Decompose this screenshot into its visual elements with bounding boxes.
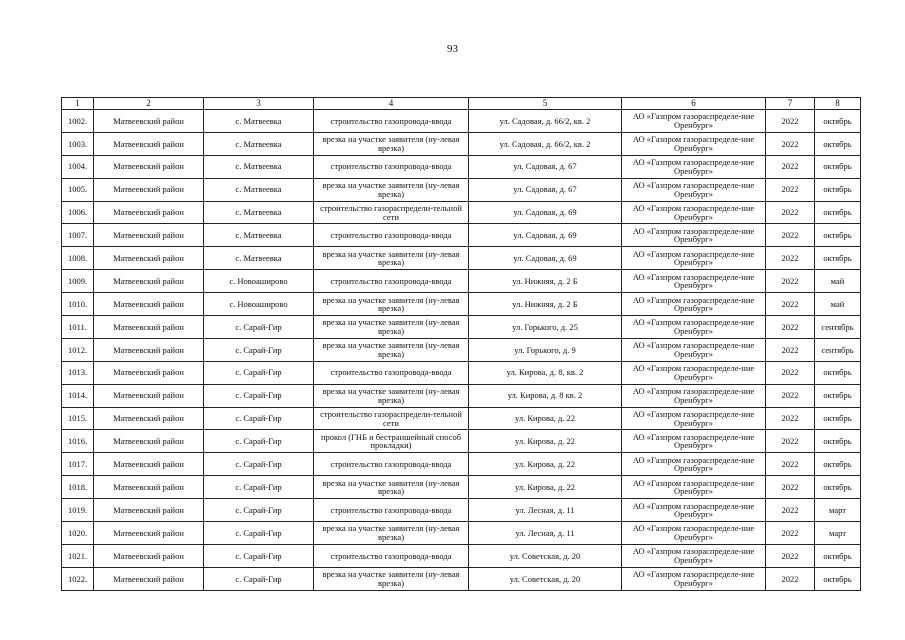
table-row	[62, 407, 861, 430]
district-cell: Матвеевский район	[94, 270, 204, 293]
settlement-cell: с. Сарай-Гир	[204, 476, 314, 499]
row-number-cell: 1019.	[62, 499, 94, 522]
table-row	[62, 293, 861, 316]
organization-cell: АО «Газпром газораспределе-ние Оренбург»	[622, 522, 766, 545]
row-number-cell: 1013.	[62, 361, 94, 384]
district-cell: Матвеевский район	[94, 316, 204, 339]
work-type-cell: строительство газопровода-ввода	[314, 110, 469, 133]
work-type-cell: прокол (ГНБ и бестраншейный способ прокладки)	[314, 430, 469, 453]
row-number-cell: 1016.	[62, 430, 94, 453]
address-cell: ул. Нижняя, д. 2 Б	[469, 270, 622, 293]
address-cell: ул. Лесная, д. 11	[469, 499, 622, 522]
work-type-cell: врезка на участке заявителя (ну-левая врезка)	[314, 338, 469, 361]
work-type-cell: строительство газораспредели-тельной сети	[314, 201, 469, 224]
organization-cell: АО «Газпром газораспределе-ние Оренбург»	[622, 132, 766, 155]
settlement-cell: с. Сарай-Гир	[204, 338, 314, 361]
month-cell: октябрь	[815, 132, 861, 155]
month-cell: октябрь	[815, 224, 861, 247]
work-type-cell: врезка на участке заявителя (ну-левая врезка)	[314, 178, 469, 201]
work-type-cell: врезка на участке заявителя (ну-левая врезка)	[314, 476, 469, 499]
work-type-cell: строительство газопровода-ввода	[314, 155, 469, 178]
settlement-cell: с. Сарай-Гир	[204, 361, 314, 384]
year-cell: 2022	[766, 499, 815, 522]
row-number-cell: 1005.	[62, 178, 94, 201]
row-number-cell: 1010.	[62, 293, 94, 316]
month-cell: март	[815, 499, 861, 522]
month-cell: октябрь	[815, 247, 861, 270]
work-type-cell: врезка на участке заявителя (ну-левая врезка)	[314, 293, 469, 316]
address-cell: ул. Кирова, д. 22	[469, 453, 622, 476]
month-cell: сентябрь	[815, 316, 861, 339]
address-cell: ул. Нижняя, д. 2 Б	[469, 293, 622, 316]
organization-cell: АО «Газпром газораспределе-ние Оренбург»	[622, 201, 766, 224]
district-cell: Матвеевский район	[94, 544, 204, 567]
month-cell: октябрь	[815, 567, 861, 590]
work-type-cell: врезка на участке заявителя (ну-левая врезка)	[314, 567, 469, 590]
district-cell: Матвеевский район	[94, 453, 204, 476]
month-cell: май	[815, 293, 861, 316]
month-cell: октябрь	[815, 453, 861, 476]
row-number-cell: 1012.	[62, 338, 94, 361]
row-number-cell: 1021.	[62, 544, 94, 567]
month-cell: октябрь	[815, 155, 861, 178]
settlement-cell: с. Сарай-Гир	[204, 384, 314, 407]
work-type-cell: врезка на участке заявителя (ну-левая врезка)	[314, 132, 469, 155]
district-cell: Матвеевский район	[94, 522, 204, 545]
row-number-cell: 1022.	[62, 567, 94, 590]
table-row	[62, 567, 861, 590]
address-cell: ул. Советская, д. 20	[469, 567, 622, 590]
row-number-cell: 1020.	[62, 522, 94, 545]
organization-cell: АО «Газпром газораспределе-ние Оренбург»	[622, 110, 766, 133]
address-cell: ул. Лесная, д. 11	[469, 522, 622, 545]
table-row	[62, 453, 861, 476]
work-type-cell: строительство газопровода-ввода	[314, 224, 469, 247]
district-cell: Матвеевский район	[94, 201, 204, 224]
work-type-cell: врезка на участке заявителя (ну-левая врезка)	[314, 522, 469, 545]
organization-cell: АО «Газпром газораспределе-ние Оренбург»	[622, 361, 766, 384]
table-row	[62, 338, 861, 361]
year-cell: 2022	[766, 155, 815, 178]
row-number-cell: 1008.	[62, 247, 94, 270]
district-cell: Матвеевский район	[94, 384, 204, 407]
table-row	[62, 384, 861, 407]
settlement-cell: с. Сарай-Гир	[204, 407, 314, 430]
district-cell: Матвеевский район	[94, 361, 204, 384]
work-type-cell: врезка на участке заявителя (ну-левая врезка)	[314, 247, 469, 270]
year-cell: 2022	[766, 407, 815, 430]
year-cell: 2022	[766, 316, 815, 339]
district-cell: Матвеевский район	[94, 338, 204, 361]
table-row	[62, 178, 861, 201]
organization-cell: АО «Газпром газораспределе-ние Оренбург»	[622, 178, 766, 201]
work-type-cell: врезка на участке заявителя (ну-левая врезка)	[314, 316, 469, 339]
organization-cell: АО «Газпром газораспределе-ние Оренбург»	[622, 224, 766, 247]
settlement-cell: с. Матвеевка	[204, 224, 314, 247]
year-cell: 2022	[766, 544, 815, 567]
month-cell: октябрь	[815, 201, 861, 224]
district-cell: Матвеевский район	[94, 293, 204, 316]
address-cell: ул. Кирова, д. 22	[469, 430, 622, 453]
district-cell: Матвеевский район	[94, 407, 204, 430]
organization-cell: АО «Газпром газораспределе-ние Оренбург»	[622, 270, 766, 293]
month-cell: октябрь	[815, 544, 861, 567]
district-cell: Матвеевский район	[94, 430, 204, 453]
year-cell: 2022	[766, 247, 815, 270]
settlement-cell: с. Матвеевка	[204, 247, 314, 270]
address-cell: ул. Советская, д. 20	[469, 544, 622, 567]
organization-cell: АО «Газпром газораспределе-ние Оренбург»	[622, 544, 766, 567]
row-number-cell: 1018.	[62, 476, 94, 499]
year-cell: 2022	[766, 430, 815, 453]
row-number-cell: 1004.	[62, 155, 94, 178]
table-row	[62, 110, 861, 133]
address-cell: ул. Горького, д. 25	[469, 316, 622, 339]
column-header: 8	[815, 98, 861, 110]
row-number-cell: 1006.	[62, 201, 94, 224]
month-cell: март	[815, 522, 861, 545]
table-row	[62, 224, 861, 247]
work-type-cell: строительство газопровода-ввода	[314, 453, 469, 476]
year-cell: 2022	[766, 110, 815, 133]
settlement-cell: с. Новоаширово	[204, 293, 314, 316]
address-cell: ул. Садовая, д. 66/2, кв. 2	[469, 132, 622, 155]
table-row	[62, 430, 861, 453]
district-cell: Матвеевский район	[94, 224, 204, 247]
row-number-cell: 1009.	[62, 270, 94, 293]
settlement-cell: с. Сарай-Гир	[204, 453, 314, 476]
district-cell: Матвеевский район	[94, 499, 204, 522]
organization-cell: АО «Газпром газораспределе-ние Оренбург»	[622, 155, 766, 178]
settlement-cell: с. Сарай-Гир	[204, 544, 314, 567]
row-number-cell: 1002.	[62, 110, 94, 133]
table-row	[62, 522, 861, 545]
column-header: 3	[204, 98, 314, 110]
address-cell: ул. Садовая, д. 69	[469, 247, 622, 270]
page-number: 93	[447, 43, 458, 55]
year-cell: 2022	[766, 293, 815, 316]
address-cell: ул. Садовая, д. 67	[469, 178, 622, 201]
work-type-cell: строительство газопровода-ввода	[314, 499, 469, 522]
year-cell: 2022	[766, 476, 815, 499]
table-body	[62, 110, 861, 591]
column-number-row	[62, 98, 861, 110]
settlement-cell: с. Сарай-Гир	[204, 316, 314, 339]
settlement-cell: с. Матвеевка	[204, 201, 314, 224]
organization-cell: АО «Газпром газораспределе-ние Оренбург»	[622, 338, 766, 361]
month-cell: октябрь	[815, 178, 861, 201]
organization-cell: АО «Газпром газораспределе-ние Оренбург»	[622, 316, 766, 339]
organization-cell: АО «Газпром газораспределе-ние Оренбург»	[622, 567, 766, 590]
table-row	[62, 132, 861, 155]
work-type-cell: строительство газопровода-ввода	[314, 544, 469, 567]
column-header: 7	[766, 98, 815, 110]
settlement-cell: с. Матвеевка	[204, 178, 314, 201]
district-cell: Матвеевский район	[94, 178, 204, 201]
month-cell: октябрь	[815, 384, 861, 407]
month-cell: сентябрь	[815, 338, 861, 361]
year-cell: 2022	[766, 132, 815, 155]
year-cell: 2022	[766, 567, 815, 590]
district-cell: Матвеевский район	[94, 132, 204, 155]
month-cell: октябрь	[815, 407, 861, 430]
row-number-cell: 1014.	[62, 384, 94, 407]
month-cell: май	[815, 270, 861, 293]
year-cell: 2022	[766, 453, 815, 476]
district-cell: Матвеевский район	[94, 476, 204, 499]
year-cell: 2022	[766, 224, 815, 247]
settlement-cell: с. Матвеевка	[204, 155, 314, 178]
row-number-cell: 1015.	[62, 407, 94, 430]
month-cell: октябрь	[815, 110, 861, 133]
year-cell: 2022	[766, 361, 815, 384]
organization-cell: АО «Газпром газораспределе-ние Оренбург»	[622, 499, 766, 522]
address-cell: ул. Кирова, д. 8, кв. 2	[469, 361, 622, 384]
district-cell: Матвеевский район	[94, 155, 204, 178]
address-cell: ул. Садовая, д. 69	[469, 224, 622, 247]
address-cell: ул. Кирова, д. 22	[469, 407, 622, 430]
table-row	[62, 544, 861, 567]
organization-cell: АО «Газпром газораспределе-ние Оренбург»	[622, 384, 766, 407]
table-row	[62, 201, 861, 224]
column-header: 4	[314, 98, 469, 110]
work-type-cell: строительство газопровода-ввода	[314, 361, 469, 384]
column-header: 2	[94, 98, 204, 110]
table-row	[62, 316, 861, 339]
column-header: 5	[469, 98, 622, 110]
year-cell: 2022	[766, 384, 815, 407]
work-type-cell: строительство газопровода-ввода	[314, 270, 469, 293]
address-cell: ул. Горького, д. 9	[469, 338, 622, 361]
month-cell: октябрь	[815, 361, 861, 384]
work-type-cell: строительство газораспредели-тельной сети	[314, 407, 469, 430]
year-cell: 2022	[766, 201, 815, 224]
month-cell: октябрь	[815, 476, 861, 499]
organization-cell: АО «Газпром газораспределе-ние Оренбург»	[622, 247, 766, 270]
address-cell: ул. Садовая, д. 66/2, кв. 2	[469, 110, 622, 133]
work-type-cell: врезка на участке заявителя (ну-левая врезка)	[314, 384, 469, 407]
row-number-cell: 1011.	[62, 316, 94, 339]
district-cell: Матвеевский район	[94, 567, 204, 590]
organization-cell: АО «Газпром газораспределе-ние Оренбург»	[622, 453, 766, 476]
organization-cell: АО «Газпром газораспределе-ние Оренбург»	[622, 476, 766, 499]
organization-cell: АО «Газпром газораспределе-ние Оренбург»	[622, 407, 766, 430]
settlement-cell: с. Матвеевка	[204, 132, 314, 155]
address-cell: ул. Кирова, д. 8 кв. 2	[469, 384, 622, 407]
address-cell: ул. Садовая, д. 69	[469, 201, 622, 224]
settlement-cell: с. Сарай-Гир	[204, 430, 314, 453]
settlement-cell: с. Сарай-Гир	[204, 567, 314, 590]
column-header: 1	[62, 98, 94, 110]
settlement-cell: с. Матвеевка	[204, 110, 314, 133]
address-cell: ул. Садовая, д. 67	[469, 155, 622, 178]
table-row	[62, 476, 861, 499]
year-cell: 2022	[766, 178, 815, 201]
district-cell: Матвеевский район	[94, 110, 204, 133]
organization-cell: АО «Газпром газораспределе-ние Оренбург»	[622, 293, 766, 316]
year-cell: 2022	[766, 522, 815, 545]
district-cell: Матвеевский район	[94, 247, 204, 270]
column-header: 6	[622, 98, 766, 110]
table-row	[62, 361, 861, 384]
settlement-cell: с. Сарай-Гир	[204, 499, 314, 522]
row-number-cell: 1007.	[62, 224, 94, 247]
organization-cell: АО «Газпром газораспределе-ние Оренбург»	[622, 430, 766, 453]
row-number-cell: 1017.	[62, 453, 94, 476]
address-cell: ул. Кирова, д. 22	[469, 476, 622, 499]
month-cell: октябрь	[815, 430, 861, 453]
settlement-cell: с. Сарай-Гир	[204, 522, 314, 545]
table-row	[62, 499, 861, 522]
row-number-cell: 1003.	[62, 132, 94, 155]
gasification-schedule-table	[61, 97, 861, 591]
table-row	[62, 247, 861, 270]
table-row	[62, 155, 861, 178]
year-cell: 2022	[766, 338, 815, 361]
table-row	[62, 270, 861, 293]
year-cell: 2022	[766, 270, 815, 293]
settlement-cell: с. Новоаширово	[204, 270, 314, 293]
